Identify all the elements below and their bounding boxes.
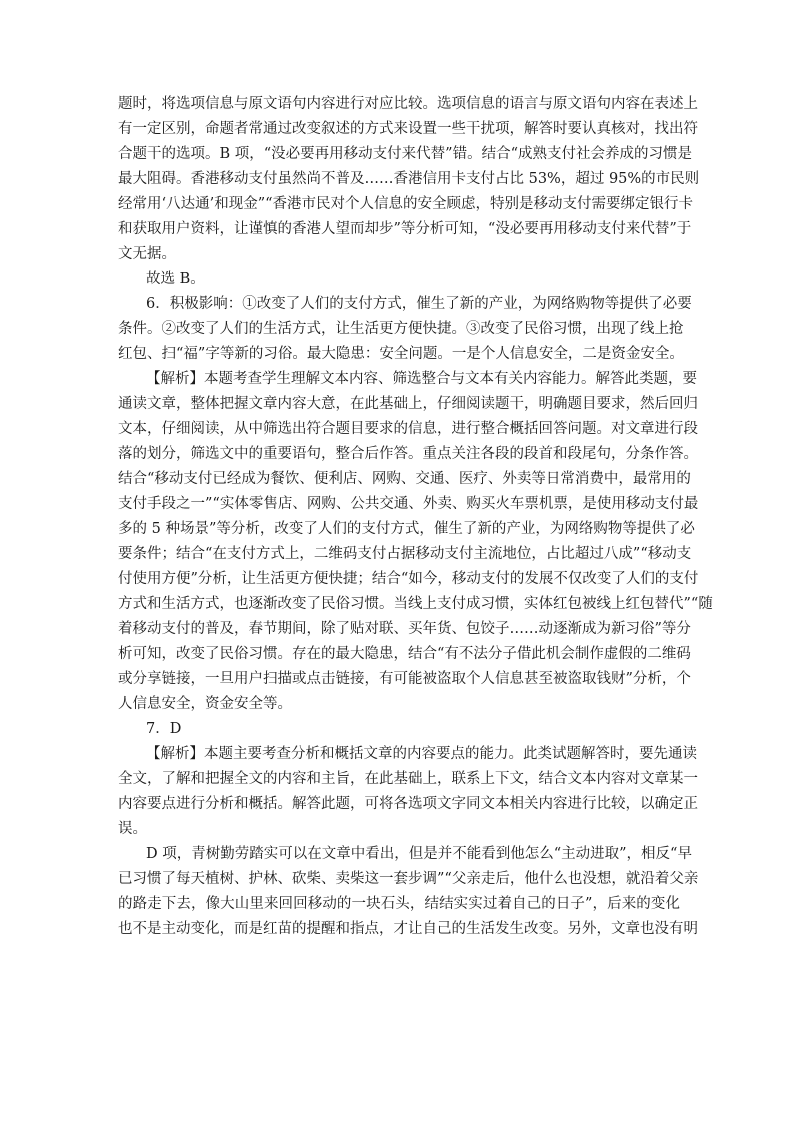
- document-page: [118, 92, 713, 942]
- text-line: 题时，将选项信息与原文语句内容进行对应比较。选项信息的语言与原文语句内容在表述上: [118, 96, 698, 112]
- text-line: 落的划分，筛选文中的重要语句，整合后作答。重点关注各段的段首和段尾句，分条作答。: [118, 446, 698, 462]
- text-line: 多的 5 种场景”等分析，改变了人们的支付方式，催生了新的产业，为网络购物等提供了必: [118, 521, 695, 537]
- text-line: 和获取用户资料，让谨慎的香港人望而却步”等分析可知，“没必要再用移动支付来代替”于: [118, 221, 692, 237]
- text-line: 支付手段之一”“实体零售店、网购、公共交通、外卖、购买火车票机票，是使用移动支付最: [118, 496, 699, 512]
- text-line: 着移动支付的普及，春节期间，除了贴对联、买年货、包饺子……动逐渐成为新习俗”等分: [118, 621, 691, 637]
- text-line: 或分享链接，一旦用户扫描或点击链接，有可能被盗取个人信息甚至被盗取钱财”分析，个: [118, 671, 691, 687]
- text-line: 的路走下去，像大山里来回回移动的一块石头，结结实实过着自己的日子”，后来的变化: [118, 896, 680, 912]
- analysis-heading-line: 【解析】本题主要考查分析和概括文章的内容要点的能力。此类试题解答时，要先通读: [146, 746, 697, 762]
- text-line: D 项，青树勤劳踏实可以在文章中看出，但是并不能看到他怎么“主动进取”，相反“早: [146, 846, 692, 862]
- text-line: 方式和生活方式，也逐渐改变了民俗习惯。当线上支付成习惯，实体红包被线上红包替代”“随: [118, 596, 713, 612]
- answer-conclusion: 故选 B。: [146, 271, 205, 287]
- text-line: 也不是主动变化，而是红苗的提醒和指点，才让自己的生活发生改变。另外，文章也没有明: [118, 921, 698, 937]
- text-line: 结合“移动支付已经成为餐饮、便利店、网购、交通、医疗、外卖等日常消费中，最常用的: [118, 471, 691, 487]
- text-line: 内容要点进行分析和概括。解答此题，可将各选项文字同文本相关内容进行比较，以确定正: [118, 796, 698, 812]
- text-line: 全文，了解和把握全文的内容和主旨，在此基础上，联系上下文，结合文本内容对文章某一: [118, 771, 698, 787]
- text-line: 误。: [118, 821, 147, 837]
- text-line: 合题干的选项。B 项，“没必要再用移动支付来代替”错。结合“成熟支付社会养成的习惯是: [118, 146, 692, 162]
- question-6-answer: 6．积极影响：①改变了人们的支付方式，催生了新的产业，为网络购物等提供了必要: [146, 296, 692, 312]
- text-line: 文无据。: [118, 246, 176, 262]
- text-line: 人信息安全，资金安全等。: [118, 696, 292, 712]
- text-line: 经常用‘八达通’和现金”“香港市民对个人信息的安全顾虑，特别是移动支付需要绑定银行卡: [118, 196, 694, 212]
- text-line: 付使用方便”分析，让生活更方便快捷；结合“如今，移动支付的发展不仅改变了人们的支付: [118, 571, 699, 587]
- text-line: 通读文章，整体把握文章内容大意，在此基础上，仔细阅读题干，明确题目要求，然后回归: [118, 396, 698, 412]
- analysis-heading-line: 【解析】本题考查学生理解文本内容、筛选整合与文本有关内容能力。解答此类题，要: [146, 371, 697, 387]
- question-7-answer: 7．D: [146, 721, 182, 737]
- text-line: 已习惯了每天植树、护林、砍柴、卖柴这一套步调”“父亲走后，他什么也没想，就沿着父亲: [118, 871, 699, 887]
- text-line: 红包、扫“福”字等新的习俗。最大隐患：安全问题。一是个人信息安全，二是资金安全。: [118, 346, 684, 362]
- text-line: 析可知，改变了民俗习惯。存在的最大隐患，结合“有不法分子借此机会制作虚假的二维码: [118, 646, 691, 662]
- text-line: 最大阻碍。香港移动支付虽然尚不普及……香港信用卡支付占比 53%，超过 95%的市民则: [118, 171, 700, 187]
- text-line: 有一定区别，命题者常通过改变叙述的方式来设置一些干扰项，解答时要认真核对，找出符: [118, 121, 698, 137]
- text-line: 文本，仔细阅读，从中筛选出符合题目要求的信息，进行整合概括回答问题。对文章进行段: [118, 421, 698, 437]
- text-line: 条件。②改变了人们的生活方式，让生活更方便快捷。③改变了民俗习惯，出现了线上抢: [118, 321, 684, 337]
- text-line: 要条件；结合“在支付方式上，二维码支付占据移动支付主流地位，占比超过八成”“移动支: [118, 546, 692, 562]
